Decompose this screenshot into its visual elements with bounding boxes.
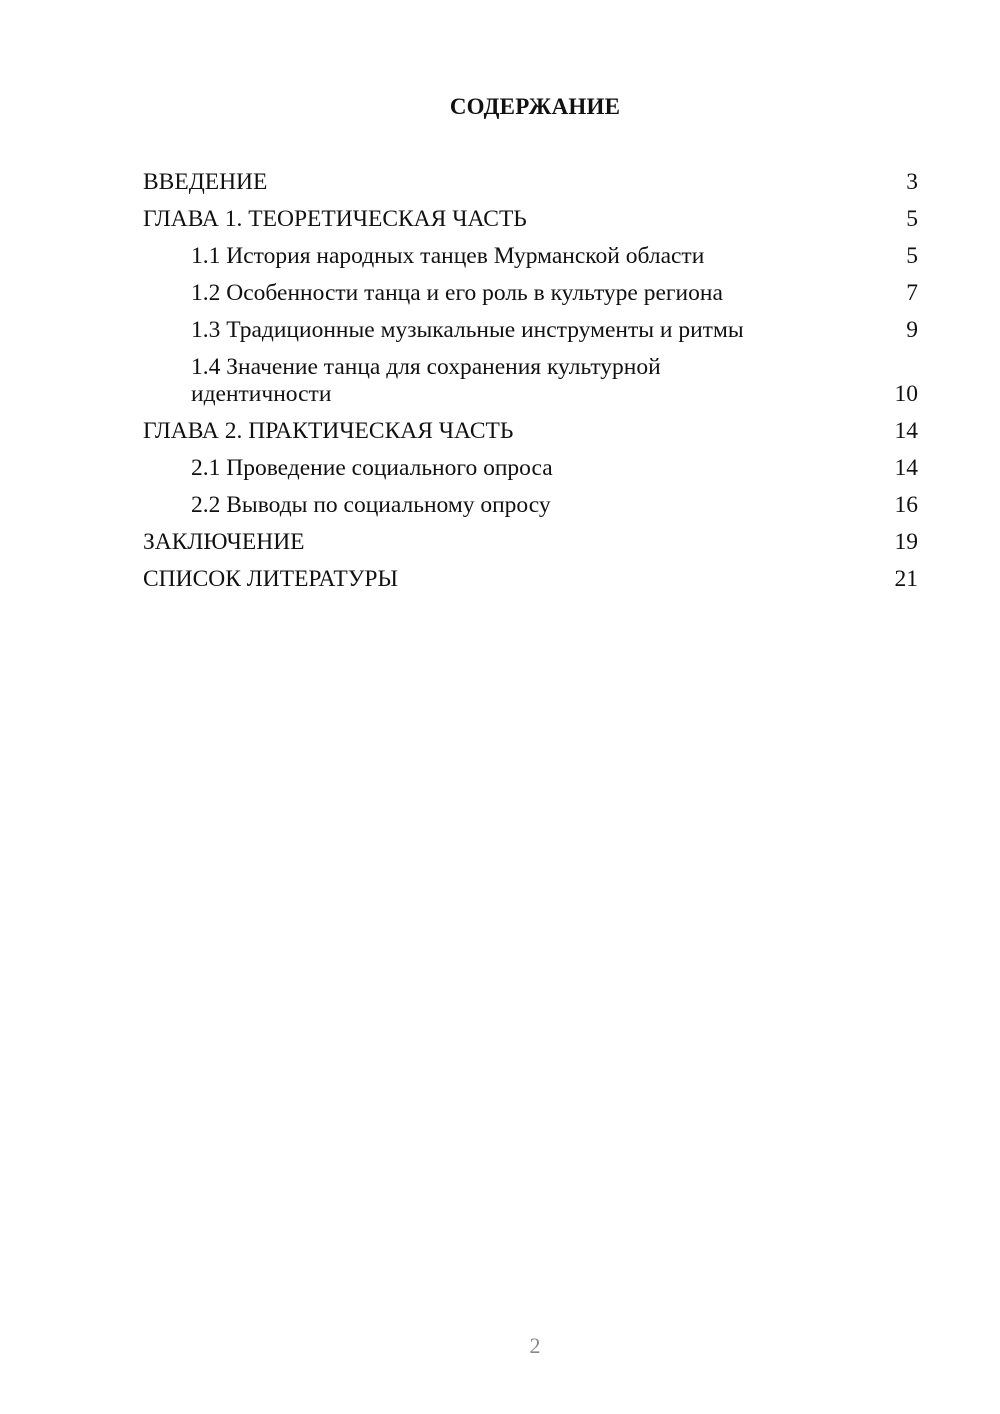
toc-entry-label: ГЛАВА 2. ПРАКТИЧЕСКАЯ ЧАСТЬ xyxy=(143,418,514,444)
toc-entry-section-1-1[interactable] xyxy=(143,243,918,270)
toc-entry-section-1-2[interactable] xyxy=(143,280,918,307)
toc-entry-page: 14 xyxy=(894,418,918,444)
toc-entry-page: 21 xyxy=(894,566,918,592)
toc-entry-introduction[interactable] xyxy=(143,169,918,196)
toc-entry-references[interactable] xyxy=(143,566,918,593)
toc-entry-section-1-3[interactable] xyxy=(143,317,918,344)
toc-entry-label: СПИСОК ЛИТЕРАТУРЫ xyxy=(143,566,398,592)
toc-entry-label: ГЛАВА 1. ТЕОРЕТИЧЕСКАЯ ЧАСТЬ xyxy=(143,206,527,232)
page-title: СОДЕРЖАНИЕ xyxy=(449,94,621,119)
toc-entry-label: ЗАКЛЮЧЕНИЕ xyxy=(143,529,305,555)
toc-entry-label: 1.2 Особенности танца и его роль в культуре региона xyxy=(191,280,723,306)
toc-entry-page: 5 xyxy=(906,243,918,269)
toc-entry-page: 5 xyxy=(906,206,918,232)
toc-entry-page: 3 xyxy=(906,169,918,195)
toc-entry-page: 10 xyxy=(894,381,918,407)
table-of-contents xyxy=(143,169,918,603)
toc-entry-page: 16 xyxy=(894,492,918,518)
toc-entry-page: 9 xyxy=(906,317,918,343)
toc-entry-section-2-1[interactable] xyxy=(143,455,918,482)
toc-entry-label: 1.1 История народных танцев Мурманской области xyxy=(191,243,705,269)
toc-entry-section-2-2[interactable] xyxy=(143,492,918,519)
toc-entry-label: 1.4 Значение танца для сохранения культурной идентичности xyxy=(191,354,661,407)
toc-entry-chapter-1[interactable] xyxy=(143,206,918,233)
toc-entry-section-1-4[interactable] xyxy=(143,354,918,408)
toc-entry-label: ВВЕДЕНИЕ xyxy=(143,169,268,195)
toc-entry-label: 2.1 Проведение социального опроса xyxy=(191,455,553,481)
toc-entry-conclusion[interactable] xyxy=(143,529,918,556)
toc-entry-label: 2.2 Выводы по социальному опросу xyxy=(191,492,551,518)
toc-entry-page: 14 xyxy=(894,455,918,481)
toc-entry-page: 19 xyxy=(894,529,918,555)
page-number: 2 xyxy=(529,1333,541,1358)
toc-entry-page: 7 xyxy=(906,280,918,306)
toc-entry-chapter-2[interactable] xyxy=(143,418,918,445)
toc-entry-label: 1.3 Традиционные музыкальные инструменты и ритмы xyxy=(191,317,744,343)
